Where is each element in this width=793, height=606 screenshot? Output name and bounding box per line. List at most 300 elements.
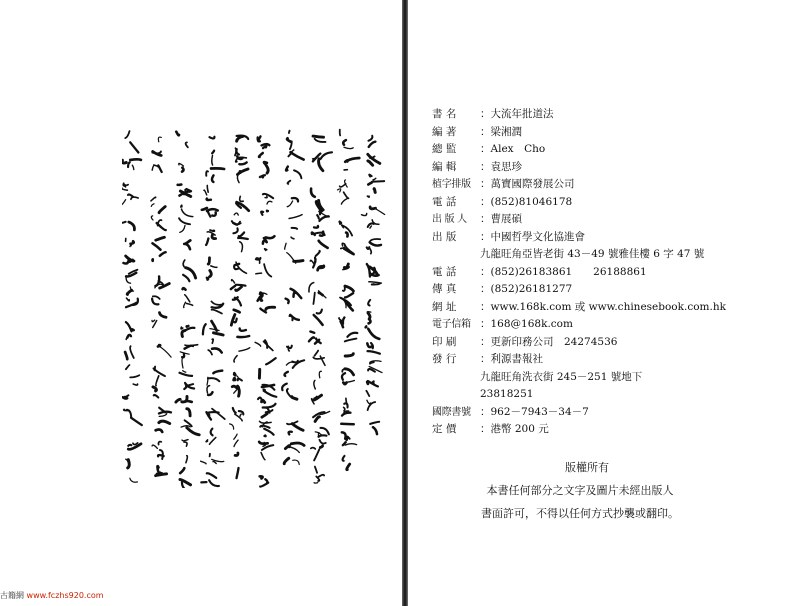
colophon-value: ：大流年批道法 — [480, 108, 554, 120]
calligraphy-stroke — [256, 273, 262, 274]
calligraphy-stroke — [286, 167, 288, 171]
calligraphy-stroke — [344, 147, 353, 148]
calligraphy-stroke — [235, 264, 239, 265]
calligraphy-stroke — [125, 131, 129, 138]
calligraphy-stroke — [153, 243, 161, 249]
calligraphy-stroke — [338, 189, 341, 192]
calligraphy-stroke — [238, 386, 240, 396]
calligraphy-stroke — [344, 264, 348, 268]
calligraphy-stroke — [185, 346, 193, 349]
colophon-label: 電子信箱 — [432, 319, 471, 330]
calligraphy-stroke — [159, 421, 170, 423]
colophon-label: 編 輯 — [432, 160, 457, 173]
calligraphy-stroke — [187, 409, 190, 416]
colophon-row — [432, 124, 787, 142]
calligraphy-stroke — [267, 211, 268, 212]
calligraphy-stroke — [255, 342, 261, 346]
calligraphy-stroke — [151, 197, 156, 201]
copyright-line-1: 本書任何部分之文字及圖片未經出版人 — [486, 484, 674, 497]
calligraphy-stroke — [367, 400, 371, 403]
calligraphy-stroke — [156, 430, 163, 432]
calligraphy-stroke — [133, 384, 137, 385]
calligraphy-stroke — [260, 483, 268, 487]
colophon-row — [432, 316, 787, 334]
calligraphy-stroke — [316, 251, 320, 256]
calligraphy-stroke — [213, 461, 216, 463]
calligraphy-preface-image — [122, 122, 390, 488]
calligraphy-stroke — [130, 142, 138, 152]
calligraphy-stroke — [239, 348, 250, 352]
calligraphy-stroke — [292, 397, 297, 400]
calligraphy-stroke — [369, 175, 371, 177]
calligraphy-stroke — [128, 194, 133, 196]
calligraphy-stroke — [152, 299, 158, 305]
calligraphy-stroke — [367, 247, 370, 249]
calligraphy-stroke — [201, 461, 206, 464]
calligraphy-stroke — [181, 205, 182, 207]
calligraphy-stroke — [235, 453, 238, 456]
calligraphy-stroke — [212, 310, 222, 314]
calligraphy-stroke — [314, 226, 318, 228]
calligraphy-stroke — [210, 271, 212, 277]
calligraphy-stroke — [230, 424, 234, 429]
calligraphy-stroke — [347, 464, 350, 470]
calligraphy-stroke — [130, 159, 141, 160]
colophon-row — [432, 141, 787, 159]
calligraphy-stroke — [368, 369, 375, 372]
calligraphy-stroke — [185, 240, 190, 243]
colophon-label: 電 話 — [432, 195, 457, 208]
calligraphy-stroke — [126, 365, 129, 369]
calligraphy-stroke — [231, 315, 235, 326]
colophon-row — [432, 281, 787, 299]
copyright-notice — [455, 456, 705, 525]
colophon-label: 發 行 — [432, 353, 457, 365]
calligraphy-stroke — [237, 136, 243, 141]
calligraphy-stroke — [264, 391, 277, 397]
calligraphy-stroke — [342, 413, 351, 416]
calligraphy-stroke — [183, 275, 189, 281]
calligraphy-stroke — [156, 237, 165, 240]
colophon-row — [432, 369, 787, 387]
calligraphy-stroke — [261, 453, 265, 460]
calligraphy-stroke — [130, 346, 134, 358]
calligraphy-stroke — [238, 222, 240, 225]
calligraphy-stroke — [132, 329, 134, 330]
colophon-row — [432, 246, 787, 264]
calligraphy-stroke — [158, 346, 171, 358]
calligraphy-stroke — [368, 329, 379, 339]
colophon-label: 電 話 — [432, 265, 457, 278]
colophon-label: 書 名 — [432, 108, 457, 120]
calligraphy-stroke — [266, 165, 268, 173]
copyright-line-2: 書面許可，不得以任何方式抄襲或翻印。 — [481, 507, 679, 520]
calligraphy-stroke — [234, 319, 236, 323]
colophon-value: ：(852)26183861 26188861 — [480, 265, 647, 278]
calligraphy-stroke — [127, 298, 130, 301]
calligraphy-stroke — [345, 339, 357, 342]
colophon-row — [432, 264, 787, 282]
calligraphy-stroke — [317, 215, 319, 218]
calligraphy-stroke — [347, 158, 359, 161]
colophon-row — [432, 334, 787, 352]
calligraphy-stroke — [345, 444, 357, 445]
calligraphy-stroke — [212, 212, 215, 215]
colophon-value[interactable]: ：www.168k.com 或 www.chinesebook.com.hk — [480, 300, 726, 313]
calligraphy-stroke — [287, 389, 290, 396]
calligraphy-stroke — [184, 442, 187, 446]
calligraphy-stroke — [264, 162, 267, 164]
calligraphy-stroke — [362, 214, 367, 216]
calligraphy-stroke — [287, 421, 298, 424]
calligraphy-stroke — [133, 443, 138, 445]
calligraphy-stroke — [180, 373, 193, 376]
calligraphy-stroke — [122, 200, 126, 205]
calligraphy-stroke — [176, 399, 180, 402]
calligraphy-stroke — [345, 369, 354, 375]
calligraphy-stroke — [206, 171, 208, 176]
calligraphy-stroke — [210, 437, 216, 444]
calligraphy-stroke — [126, 277, 130, 283]
calligraphy-stroke — [311, 448, 316, 449]
calligraphy-stroke — [206, 239, 208, 245]
colophon-value: ：港幣 200 元 — [480, 423, 549, 435]
calligraphy-stroke — [234, 373, 235, 375]
calligraphy-stroke — [315, 417, 319, 422]
watermark-url: www.fczhs920.com — [26, 591, 104, 600]
calligraphy-stroke — [318, 475, 324, 477]
calligraphy-stroke — [182, 440, 188, 441]
calligraphy-stroke — [232, 280, 235, 283]
calligraphy-stroke — [238, 169, 249, 175]
calligraphy-stroke — [207, 386, 210, 393]
calligraphy-stroke — [366, 391, 369, 396]
calligraphy-stroke — [128, 162, 130, 167]
calligraphy-stroke — [154, 367, 155, 371]
calligraphy-stroke — [159, 207, 165, 213]
colophon-row — [432, 211, 787, 229]
calligraphy-stroke — [321, 152, 332, 159]
watermark — [0, 590, 104, 601]
calligraphy-stroke — [240, 414, 241, 416]
colophon — [432, 106, 787, 439]
calligraphy-stroke — [187, 326, 189, 327]
calligraphy-stroke — [236, 158, 238, 162]
calligraphy-stroke — [212, 409, 225, 419]
calligraphy-stroke — [370, 249, 371, 254]
colophon-value: ：(852)81046178 — [480, 195, 573, 208]
calligraphy-stroke — [373, 427, 377, 434]
calligraphy-stroke — [287, 181, 290, 184]
calligraphy-stroke — [264, 429, 273, 435]
calligraphy-stroke — [289, 215, 302, 219]
calligraphy-stroke — [319, 216, 328, 220]
calligraphy-stroke — [184, 302, 186, 307]
calligraphy-stroke — [207, 185, 208, 192]
calligraphy-stroke — [151, 216, 153, 220]
calligraphy-stroke — [183, 288, 186, 290]
colophon-value: ：利源書報社 — [480, 353, 543, 365]
calligraphy-stroke — [345, 160, 347, 161]
calligraphy-stroke — [343, 318, 345, 324]
calligraphy-stroke — [319, 293, 323, 296]
calligraphy-stroke — [369, 239, 380, 242]
calligraphy-stroke — [187, 304, 193, 306]
calligraphy-stroke — [264, 435, 265, 436]
calligraphy-stroke — [182, 354, 184, 357]
calligraphy-stroke — [237, 336, 249, 337]
colophon-row — [432, 176, 787, 194]
calligraphy-stroke — [239, 233, 244, 237]
calligraphy-stroke — [186, 142, 188, 147]
calligraphy-stroke — [179, 163, 184, 166]
calligraphy-stroke — [210, 137, 215, 139]
calligraphy-stroke — [344, 407, 345, 410]
colophon-row — [432, 194, 787, 212]
calligraphy-stroke — [345, 293, 353, 297]
calligraphy-stroke — [319, 159, 323, 171]
calligraphy-stroke — [368, 300, 370, 306]
colophon-label: 總 監 — [432, 143, 457, 155]
calligraphy-stroke — [372, 181, 384, 182]
calligraphy-stroke — [206, 440, 208, 442]
calligraphy-stroke — [284, 372, 287, 376]
colophon-value: 九龍旺角亞皆老街 43－49 號雅佳樓 6 字 47 號 — [480, 248, 705, 260]
calligraphy-stroke — [320, 446, 322, 448]
calligraphy-stroke — [343, 287, 345, 291]
calligraphy-stroke — [266, 236, 275, 238]
calligraphy-stroke — [239, 162, 246, 164]
colophon-row — [432, 159, 787, 177]
colophon-value: ：曹展碩 — [480, 213, 522, 225]
calligraphy-stroke — [289, 432, 292, 435]
colophon-label: 定 價 — [432, 423, 457, 435]
colophon-label: 植字排版 — [432, 179, 471, 190]
calligraphy-stroke — [314, 315, 323, 325]
calligraphy-stroke — [157, 223, 166, 230]
calligraphy-stroke — [180, 225, 185, 232]
calligraphy-stroke — [344, 192, 349, 198]
calligraphy-stroke — [291, 237, 294, 239]
calligraphy-stroke — [131, 197, 138, 199]
calligraphy-stroke — [213, 371, 222, 374]
calligraphy-stroke — [181, 327, 183, 329]
calligraphy-stroke — [207, 209, 218, 211]
calligraphy-stroke — [237, 468, 239, 478]
calligraphy-stroke — [209, 480, 219, 486]
calligraphy-stroke — [313, 357, 324, 359]
calligraphy-stroke — [127, 290, 131, 294]
calligraphy-stroke — [232, 386, 236, 388]
calligraphy-stroke — [234, 378, 235, 380]
calligraphy-stroke — [290, 150, 294, 152]
calligraphy-stroke — [160, 252, 166, 256]
calligraphy-stroke — [292, 424, 303, 431]
calligraphy-stroke — [265, 249, 267, 251]
calligraphy-stroke — [259, 442, 267, 444]
colophon-row — [432, 421, 787, 439]
calligraphy-stroke — [313, 136, 324, 137]
calligraphy-stroke — [211, 266, 217, 267]
calligraphy-stroke — [368, 351, 380, 354]
colophon-value: ：梁湘潤 — [480, 125, 522, 138]
calligraphy-stroke — [152, 320, 155, 322]
calligraphy-stroke — [211, 168, 224, 169]
calligraphy-stroke — [124, 261, 129, 263]
calligraphy-stroke — [292, 228, 298, 229]
calligraphy-stroke — [203, 324, 206, 334]
calligraphy-stroke — [158, 345, 160, 347]
calligraphy-stroke — [369, 319, 371, 323]
calligraphy-stroke — [182, 168, 183, 172]
calligraphy-stroke — [127, 335, 131, 338]
calligraphy-stroke — [368, 161, 373, 165]
calligraphy-stroke — [319, 371, 321, 378]
calligraphy-stroke — [185, 295, 190, 302]
calligraphy-stroke — [265, 196, 267, 198]
calligraphy-stroke — [266, 307, 275, 309]
calligraphy-stroke — [260, 476, 263, 478]
calligraphy-stroke — [369, 142, 376, 147]
calligraphy-stroke — [158, 442, 161, 445]
calligraphy-stroke — [212, 348, 222, 352]
calligraphy-stroke — [183, 260, 185, 267]
calligraphy-stroke — [156, 474, 167, 476]
calligraphy-stroke — [261, 212, 263, 215]
calligraphy-stroke — [186, 401, 192, 402]
calligraphy-stroke — [187, 428, 199, 435]
calligraphy-stroke — [131, 418, 142, 425]
calligraphy-stroke — [158, 137, 161, 142]
calligraphy-stroke — [262, 175, 263, 177]
calligraphy-stroke — [372, 381, 374, 383]
calligraphy-stroke — [262, 400, 265, 402]
colophon-value: ：萬寶國際發展公司 — [480, 178, 575, 190]
calligraphy-stroke — [125, 352, 127, 359]
calligraphy-stroke — [176, 132, 179, 136]
colophon-label: 編 著 — [432, 125, 457, 138]
calligraphy-stroke — [238, 238, 248, 239]
calligraphy-stroke — [294, 170, 301, 178]
colophon-row — [432, 106, 787, 124]
calligraphy-stroke — [321, 428, 329, 434]
calligraphy-stroke — [234, 440, 238, 447]
calligraphy-stroke — [370, 207, 375, 209]
calligraphy-stroke — [373, 178, 376, 180]
calligraphy-stroke — [294, 261, 303, 262]
calligraphy-stroke — [294, 292, 296, 296]
calligraphy-stroke — [153, 387, 156, 391]
calligraphy-stroke — [211, 429, 213, 436]
calligraphy-stroke — [314, 483, 318, 484]
calligraphy-stroke — [236, 285, 246, 286]
calligraphy-stroke — [233, 228, 237, 233]
calligraphy-stroke — [313, 293, 314, 304]
colophon-value: 九龍旺角洗衣街 245－251 號地下 — [480, 370, 643, 383]
calligraphy-stroke — [179, 218, 190, 224]
calligraphy-stroke — [232, 221, 233, 223]
calligraphy-stroke — [130, 478, 138, 482]
calligraphy-stroke — [320, 440, 326, 444]
calligraphy-stroke — [340, 184, 346, 187]
calligraphy-stroke — [341, 199, 347, 205]
calligraphy-stroke — [266, 358, 276, 364]
calligraphy-stroke — [368, 136, 372, 141]
calligraphy-stroke — [287, 346, 292, 349]
colophon-row — [432, 229, 787, 247]
calligraphy-stroke — [210, 230, 214, 231]
calligraphy-stroke — [240, 196, 244, 201]
calligraphy-stroke — [207, 199, 211, 200]
colophon-value: ：(852)26181277 — [480, 283, 573, 295]
calligraphy-stroke — [315, 259, 316, 263]
calligraphy-stroke — [285, 446, 289, 449]
calligraphy-stroke — [344, 403, 347, 407]
calligraphy-stroke — [160, 313, 167, 318]
calligraphy-stroke — [287, 201, 292, 207]
calligraphy-stroke — [290, 316, 293, 321]
calligraphy-stroke — [182, 328, 194, 332]
calligraphy-stroke — [309, 337, 314, 341]
calligraphy-stroke — [370, 226, 371, 228]
calligraphy-stroke — [340, 222, 341, 224]
calligraphy-stroke — [122, 222, 126, 223]
calligraphy-stroke — [240, 242, 243, 252]
calligraphy-stroke — [129, 222, 135, 230]
colophon-value: ：袁思珍 — [480, 160, 522, 173]
calligraphy-stroke — [370, 422, 379, 424]
calligraphy-stroke — [314, 449, 319, 460]
calligraphy-stroke — [204, 190, 207, 195]
colophon-row — [432, 299, 787, 317]
calligraphy-stroke — [315, 139, 326, 142]
colophon-label: 網 址 — [432, 300, 457, 313]
calligraphy-stroke — [183, 371, 186, 373]
calligraphy-stroke — [234, 213, 238, 215]
calligraphy-stroke — [233, 408, 236, 413]
colophon-label: 出 版 人 — [432, 214, 467, 225]
calligraphy-stroke — [211, 301, 221, 304]
calligraphy-stroke — [289, 131, 290, 133]
calligraphy-stroke — [186, 456, 187, 463]
calligraphy-stroke — [132, 165, 134, 169]
calligraphy-stroke — [311, 189, 315, 197]
calligraphy-stroke — [208, 258, 209, 264]
calligraphy-stroke — [365, 326, 366, 327]
calligraphy-stroke — [370, 243, 381, 246]
calligraphy-stroke — [291, 289, 302, 298]
colophon-row — [432, 351, 787, 369]
calligraphy-stroke — [347, 333, 357, 337]
calligraphy-stroke — [317, 310, 322, 314]
colophon-row — [432, 404, 787, 422]
calligraphy-stroke — [287, 138, 290, 141]
calligraphy-stroke — [282, 384, 287, 391]
colophon-row — [432, 386, 787, 404]
calligraphy-stroke — [154, 395, 159, 398]
calligraphy-stroke — [368, 183, 371, 185]
colophon-value[interactable]: ：168@168k.com — [480, 318, 573, 330]
calligraphy-stroke — [370, 362, 374, 363]
calligraphy-stroke — [152, 445, 157, 448]
calligraphy-stroke — [293, 460, 300, 464]
calligraphy-stroke — [368, 313, 370, 318]
calligraphy-stroke — [309, 283, 314, 292]
calligraphy-stroke — [343, 456, 345, 461]
calligraphy-stroke — [315, 351, 319, 356]
calligraphy-stroke — [130, 375, 139, 377]
calligraphy-stroke — [367, 196, 369, 197]
